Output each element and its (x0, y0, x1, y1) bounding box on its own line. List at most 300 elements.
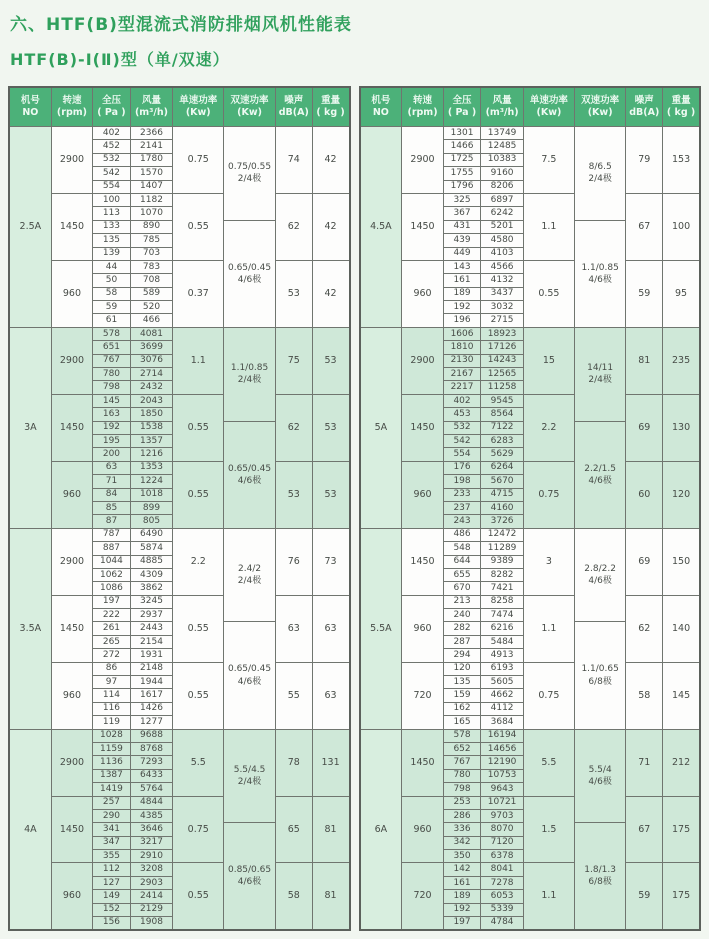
pressure-cell: 350 (443, 850, 480, 863)
flow-cell: 9545 (481, 394, 524, 407)
col-header-line2: (rpm) (407, 107, 438, 118)
pressure-cell: 196 (443, 314, 480, 327)
flow-cell: 8041 (481, 863, 524, 876)
table-row (360, 796, 701, 809)
dual-power-cell (224, 421, 276, 528)
pressure-cell: 325 (443, 193, 480, 206)
single-power-cell: 7.5 (523, 127, 574, 194)
col-header-line1: 转速 (413, 95, 433, 107)
header-row (9, 87, 350, 127)
pressure-cell: 798 (93, 381, 130, 394)
single-power-cell: 0.55 (173, 193, 224, 260)
table-row (360, 394, 701, 407)
pressure-cell: 44 (93, 260, 130, 273)
pressure-cell: 113 (93, 207, 130, 220)
pressure-cell: 192 (443, 301, 480, 314)
dual-power-pole: 4/6极 (237, 274, 262, 285)
dual-power-cell (224, 823, 276, 930)
flow-cell: 1407 (130, 180, 173, 193)
flow-cell: 3208 (130, 863, 173, 876)
speed-cell: 960 (402, 595, 444, 662)
flow-cell: 14243 (481, 354, 524, 367)
single-power-cell: 5.5 (173, 729, 224, 796)
speed-cell: 2900 (51, 729, 93, 796)
pressure-cell: 119 (93, 716, 130, 729)
flow-cell: 2937 (130, 609, 173, 622)
dual-power-cell (574, 327, 625, 421)
flow-cell: 2910 (130, 850, 173, 863)
flow-cell: 10721 (481, 796, 524, 809)
speed-cell: 960 (51, 662, 93, 729)
pressure-cell: 1301 (443, 127, 480, 140)
pressure-cell: 50 (93, 274, 130, 287)
pressure-cell: 200 (93, 448, 130, 461)
dual-power-ratio: 2.8/2.2 (584, 563, 616, 574)
dual-power-ratio: 2.4/2 (238, 563, 262, 574)
table-row (360, 595, 701, 608)
pressure-cell: 1086 (93, 582, 130, 595)
pressure-cell: 798 (443, 783, 480, 796)
pressure-cell: 127 (93, 876, 130, 889)
noise-cell: 75 (275, 327, 312, 394)
flow-cell: 5605 (481, 676, 524, 689)
dual-power-cell (224, 327, 276, 421)
pressure-cell: 257 (93, 796, 130, 809)
flow-cell: 2366 (130, 127, 173, 140)
flow-cell: 5874 (130, 542, 173, 555)
flow-cell: 4566 (481, 260, 524, 273)
pressure-cell: 189 (443, 890, 480, 903)
header-row (360, 87, 701, 127)
col-header-pressure (93, 87, 130, 127)
noise-cell: 62 (626, 595, 663, 662)
pressure-cell: 347 (93, 836, 130, 849)
pressure-cell: 402 (443, 394, 480, 407)
flow-cell: 8258 (481, 595, 524, 608)
pressure-cell: 542 (93, 167, 130, 180)
flow-cell: 12565 (481, 368, 524, 381)
model-no-cell: 5A (360, 327, 402, 528)
flow-cell: 1944 (130, 676, 173, 689)
flow-cell: 12190 (481, 756, 524, 769)
pressure-cell: 120 (443, 662, 480, 675)
noise-cell: 74 (275, 127, 312, 194)
dual-power-pole: 4/6极 (588, 776, 612, 787)
flow-cell: 17126 (481, 341, 524, 354)
speed-cell: 1450 (402, 193, 444, 260)
page-subtitle: HTF(B)-Ⅰ(Ⅱ)型（单/双速） (10, 50, 230, 69)
col-header-line1: 转速 (62, 95, 82, 107)
table-row (9, 127, 350, 140)
col-header-line2: ( kg ) (316, 107, 345, 118)
pressure-cell: 2217 (443, 381, 480, 394)
flow-cell: 7293 (130, 756, 173, 769)
flow-cell: 7421 (481, 582, 524, 595)
noise-cell: 69 (626, 528, 663, 595)
speed-cell: 2900 (51, 327, 93, 394)
col-header-single-power (173, 87, 224, 127)
single-power-cell: 0.75 (523, 662, 574, 729)
pressure-cell: 192 (443, 903, 480, 916)
pressure-cell: 240 (443, 609, 480, 622)
weight-cell: 42 (312, 193, 349, 260)
pressure-cell: 670 (443, 582, 480, 595)
col-header-line1: 全压 (101, 95, 121, 107)
flow-cell: 1018 (130, 488, 173, 501)
speed-cell: 2900 (51, 127, 93, 194)
col-header-line1: 噪声 (634, 95, 654, 107)
noise-cell: 62 (275, 193, 312, 260)
flow-cell: 5484 (481, 635, 524, 648)
flow-cell: 708 (130, 274, 173, 287)
dual-power-pole: 4/6极 (588, 475, 612, 486)
flow-cell: 4844 (130, 796, 173, 809)
flow-cell: 8768 (130, 742, 173, 755)
weight-cell: 150 (663, 528, 700, 595)
pressure-cell: 112 (93, 863, 130, 876)
table-row (9, 528, 350, 541)
pressure-cell: 192 (93, 421, 130, 434)
flow-cell: 1570 (130, 167, 173, 180)
speed-cell: 2900 (402, 327, 444, 394)
flow-cell: 3032 (481, 301, 524, 314)
dual-power-cell (224, 127, 276, 221)
flow-cell: 7122 (481, 421, 524, 434)
flow-cell: 1780 (130, 153, 173, 166)
flow-cell: 5201 (481, 220, 524, 233)
pressure-cell: 1028 (93, 729, 130, 742)
weight-cell: 63 (312, 595, 349, 662)
table-row (9, 796, 350, 809)
pressure-cell: 449 (443, 247, 480, 260)
dual-power-ratio: 0.75/0.55 (227, 162, 272, 173)
flow-cell: 3726 (481, 515, 524, 528)
pressure-cell: 1810 (443, 341, 480, 354)
speed-cell: 1450 (51, 193, 93, 260)
pressure-cell: 286 (443, 809, 480, 822)
flow-cell: 5670 (481, 475, 524, 488)
col-header-line1: 风量 (492, 95, 512, 107)
col-header-line2: dB(A) (629, 107, 660, 118)
flow-cell: 9643 (481, 783, 524, 796)
dual-power-pole: 2/4极 (237, 174, 262, 185)
performance-table-right (359, 86, 702, 931)
noise-cell: 67 (626, 796, 663, 863)
col-header-flow (481, 87, 524, 127)
flow-cell: 2414 (130, 890, 173, 903)
table-row (360, 327, 701, 340)
flow-cell: 2043 (130, 394, 173, 407)
flow-cell: 9160 (481, 167, 524, 180)
weight-cell: 63 (312, 662, 349, 729)
flow-cell: 4112 (481, 702, 524, 715)
pressure-cell: 767 (93, 354, 130, 367)
table-row (360, 127, 701, 140)
col-header-line1: 单速功率 (529, 95, 568, 107)
noise-cell: 55 (275, 662, 312, 729)
weight-cell: 235 (663, 327, 700, 394)
single-power-cell: 0.55 (173, 662, 224, 729)
pressure-cell: 1725 (443, 153, 480, 166)
col-header-line1: 单速功率 (179, 95, 218, 107)
weight-cell: 120 (663, 461, 700, 528)
col-header-weight (312, 87, 349, 127)
col-header-speed (51, 87, 93, 127)
pressure-cell: 1062 (93, 568, 130, 581)
pressure-cell: 367 (443, 207, 480, 220)
noise-cell: 63 (275, 595, 312, 662)
flow-cell: 6433 (130, 769, 173, 782)
col-header-model (9, 87, 51, 127)
noise-cell: 59 (626, 863, 663, 930)
flow-cell: 589 (130, 287, 173, 300)
flow-cell: 2154 (130, 635, 173, 648)
pressure-cell: 1044 (93, 555, 130, 568)
weight-cell: 53 (312, 461, 349, 528)
weight-cell: 73 (312, 528, 349, 595)
flow-cell: 899 (130, 501, 173, 514)
flow-cell: 890 (130, 220, 173, 233)
pressure-cell: 97 (93, 676, 130, 689)
dual-power-ratio: 1.1/0.85 (581, 262, 619, 273)
col-header-dual-power (224, 87, 276, 127)
pressure-cell: 189 (443, 287, 480, 300)
speed-cell: 720 (402, 662, 444, 729)
pressure-cell: 2130 (443, 354, 480, 367)
dual-power-ratio: 1.1/0.65 (581, 664, 619, 675)
flow-cell: 10383 (481, 153, 524, 166)
table-row (360, 863, 701, 876)
pressure-cell: 197 (93, 595, 130, 608)
col-header-line2: NO (372, 107, 389, 118)
flow-cell: 2715 (481, 314, 524, 327)
col-header-dual-power (574, 87, 625, 127)
flow-cell: 8206 (481, 180, 524, 193)
table-row (360, 193, 701, 206)
dual-power-ratio: 5.5/4.5 (233, 764, 266, 775)
flow-cell: 14656 (481, 742, 524, 755)
col-header-flow (130, 87, 173, 127)
col-header-line1: 双速功率 (230, 95, 269, 107)
pressure-cell: 222 (93, 609, 130, 622)
col-header-speed (402, 87, 444, 127)
flow-cell: 1908 (130, 917, 173, 930)
col-header-single-power (523, 87, 574, 127)
dual-power-cell (574, 622, 625, 729)
flow-cell: 785 (130, 234, 173, 247)
pressure-cell: 554 (93, 180, 130, 193)
flow-cell: 5629 (481, 448, 524, 461)
flow-cell: 2903 (130, 876, 173, 889)
dual-power-pole: 4/6极 (588, 576, 612, 587)
pressure-cell: 1606 (443, 327, 480, 340)
pressure-cell: 61 (93, 314, 130, 327)
col-header-line1: 机号 (20, 95, 40, 107)
pressure-cell: 114 (93, 689, 130, 702)
dual-power-ratio: 1.8/1.3 (584, 864, 616, 875)
pressure-cell: 59 (93, 301, 130, 314)
pressure-cell: 163 (93, 408, 130, 421)
pressure-cell: 287 (443, 635, 480, 648)
col-header-line2: ( kg ) (666, 107, 696, 118)
model-no-cell: 3A (9, 327, 51, 528)
weight-cell: 145 (663, 662, 700, 729)
noise-cell: 53 (275, 260, 312, 327)
pressure-cell: 1755 (443, 167, 480, 180)
flow-cell: 4662 (481, 689, 524, 702)
flow-cell: 18923 (481, 327, 524, 340)
single-power-cell: 0.37 (173, 260, 224, 327)
col-header-pressure (443, 87, 480, 127)
weight-cell: 53 (312, 327, 349, 394)
flow-cell: 1216 (130, 448, 173, 461)
pressure-cell: 142 (443, 863, 480, 876)
weight-cell: 175 (663, 863, 700, 930)
flow-cell: 520 (130, 301, 173, 314)
noise-cell: 58 (626, 662, 663, 729)
model-no-cell: 4A (9, 729, 51, 930)
single-power-cell: 0.55 (173, 863, 224, 930)
pressure-cell: 548 (443, 542, 480, 555)
col-header-line2: (Kw) (185, 107, 211, 118)
noise-cell: 79 (626, 127, 663, 194)
weight-cell: 175 (663, 796, 700, 863)
col-header-line2: (rpm) (56, 107, 87, 118)
col-header-line2: dB(A) (278, 107, 309, 118)
pressure-cell: 100 (93, 193, 130, 206)
pressure-cell: 156 (93, 917, 130, 930)
table-row (360, 528, 701, 541)
flow-cell: 4784 (481, 917, 524, 930)
flow-cell: 783 (130, 260, 173, 273)
weight-cell: 81 (312, 863, 349, 930)
pressure-cell: 233 (443, 488, 480, 501)
flow-cell: 6193 (481, 662, 524, 675)
pressure-cell: 149 (93, 890, 130, 903)
pressure-cell: 87 (93, 515, 130, 528)
dual-power-pole: 2/4极 (588, 174, 612, 185)
speed-cell: 2900 (402, 127, 444, 194)
table-row (9, 260, 350, 273)
col-header-line1: 双速功率 (581, 95, 620, 107)
model-no-cell: 6A (360, 729, 402, 930)
pressure-cell: 355 (93, 850, 130, 863)
flow-cell: 4103 (481, 247, 524, 260)
flow-cell: 9389 (481, 555, 524, 568)
flow-cell: 1070 (130, 207, 173, 220)
pressure-cell: 453 (443, 408, 480, 421)
flow-cell: 4132 (481, 274, 524, 287)
flow-cell: 7278 (481, 876, 524, 889)
flow-cell: 6490 (130, 528, 173, 541)
table-row (9, 461, 350, 474)
dual-power-pole: 6/8极 (588, 676, 612, 687)
weight-cell: 212 (663, 729, 700, 796)
pressure-cell: 116 (93, 702, 130, 715)
flow-cell: 1277 (130, 716, 173, 729)
single-power-cell: 1.1 (173, 327, 224, 394)
pressure-cell: 644 (443, 555, 480, 568)
pressure-cell: 532 (93, 153, 130, 166)
pressure-cell: 272 (93, 649, 130, 662)
table-row (9, 193, 350, 206)
pressure-cell: 165 (443, 716, 480, 729)
pressure-cell: 139 (93, 247, 130, 260)
dual-power-pole: 2/4极 (588, 375, 612, 386)
dual-power-cell (224, 622, 276, 729)
noise-cell: 76 (275, 528, 312, 595)
pressure-cell: 63 (93, 461, 130, 474)
flow-cell: 4385 (130, 809, 173, 822)
flow-cell: 1182 (130, 193, 173, 206)
pressure-cell: 159 (443, 689, 480, 702)
flow-cell: 4081 (130, 327, 173, 340)
table-row (360, 729, 701, 742)
noise-cell: 71 (626, 729, 663, 796)
pressure-cell: 431 (443, 220, 480, 233)
pressure-cell: 780 (93, 368, 130, 381)
flow-cell: 10753 (481, 769, 524, 782)
pressure-cell: 532 (443, 421, 480, 434)
pressure-cell: 2167 (443, 368, 480, 381)
col-header-line2: (Kw) (536, 107, 562, 118)
pressure-cell: 162 (443, 702, 480, 715)
noise-cell: 67 (626, 193, 663, 260)
pressure-cell: 1387 (93, 769, 130, 782)
pressure-cell: 651 (93, 341, 130, 354)
flow-cell: 2141 (130, 140, 173, 153)
dual-power-pole: 2/4极 (237, 576, 262, 587)
single-power-cell: 0.55 (173, 394, 224, 461)
pressure-cell: 767 (443, 756, 480, 769)
single-power-cell: 1.1 (523, 595, 574, 662)
weight-cell: 95 (663, 260, 700, 327)
weight-cell: 42 (312, 127, 349, 194)
weight-cell: 42 (312, 260, 349, 327)
col-header-line2: (m³/h) (134, 107, 168, 118)
dual-power-ratio: 0.65/0.45 (227, 262, 272, 273)
pressure-cell: 341 (93, 823, 130, 836)
single-power-cell: 15 (523, 327, 574, 394)
dual-power-pole: 4/6极 (237, 877, 262, 888)
pressure-cell: 143 (443, 260, 480, 273)
pressure-cell: 486 (443, 528, 480, 541)
flow-cell: 8564 (481, 408, 524, 421)
flow-cell: 11258 (481, 381, 524, 394)
noise-cell: 81 (626, 327, 663, 394)
dual-power-pole: 4/6极 (237, 676, 262, 687)
pressure-cell: 294 (443, 649, 480, 662)
pressure-cell: 578 (443, 729, 480, 742)
pressure-cell: 887 (93, 542, 130, 555)
table-row (9, 327, 350, 340)
pressure-cell: 135 (443, 676, 480, 689)
flow-cell: 3699 (130, 341, 173, 354)
single-power-cell: 0.75 (173, 127, 224, 194)
noise-cell: 65 (275, 796, 312, 863)
flow-cell: 1538 (130, 421, 173, 434)
pressure-cell: 780 (443, 769, 480, 782)
dual-power-ratio: 0.65/0.45 (227, 664, 272, 675)
pressure-cell: 135 (93, 234, 130, 247)
pressure-cell: 152 (93, 903, 130, 916)
table-row (360, 260, 701, 273)
speed-cell: 960 (402, 260, 444, 327)
col-header-model (360, 87, 402, 127)
noise-cell: 62 (275, 394, 312, 461)
dual-power-ratio: 1.1/0.85 (230, 363, 269, 374)
flow-cell: 4715 (481, 488, 524, 501)
